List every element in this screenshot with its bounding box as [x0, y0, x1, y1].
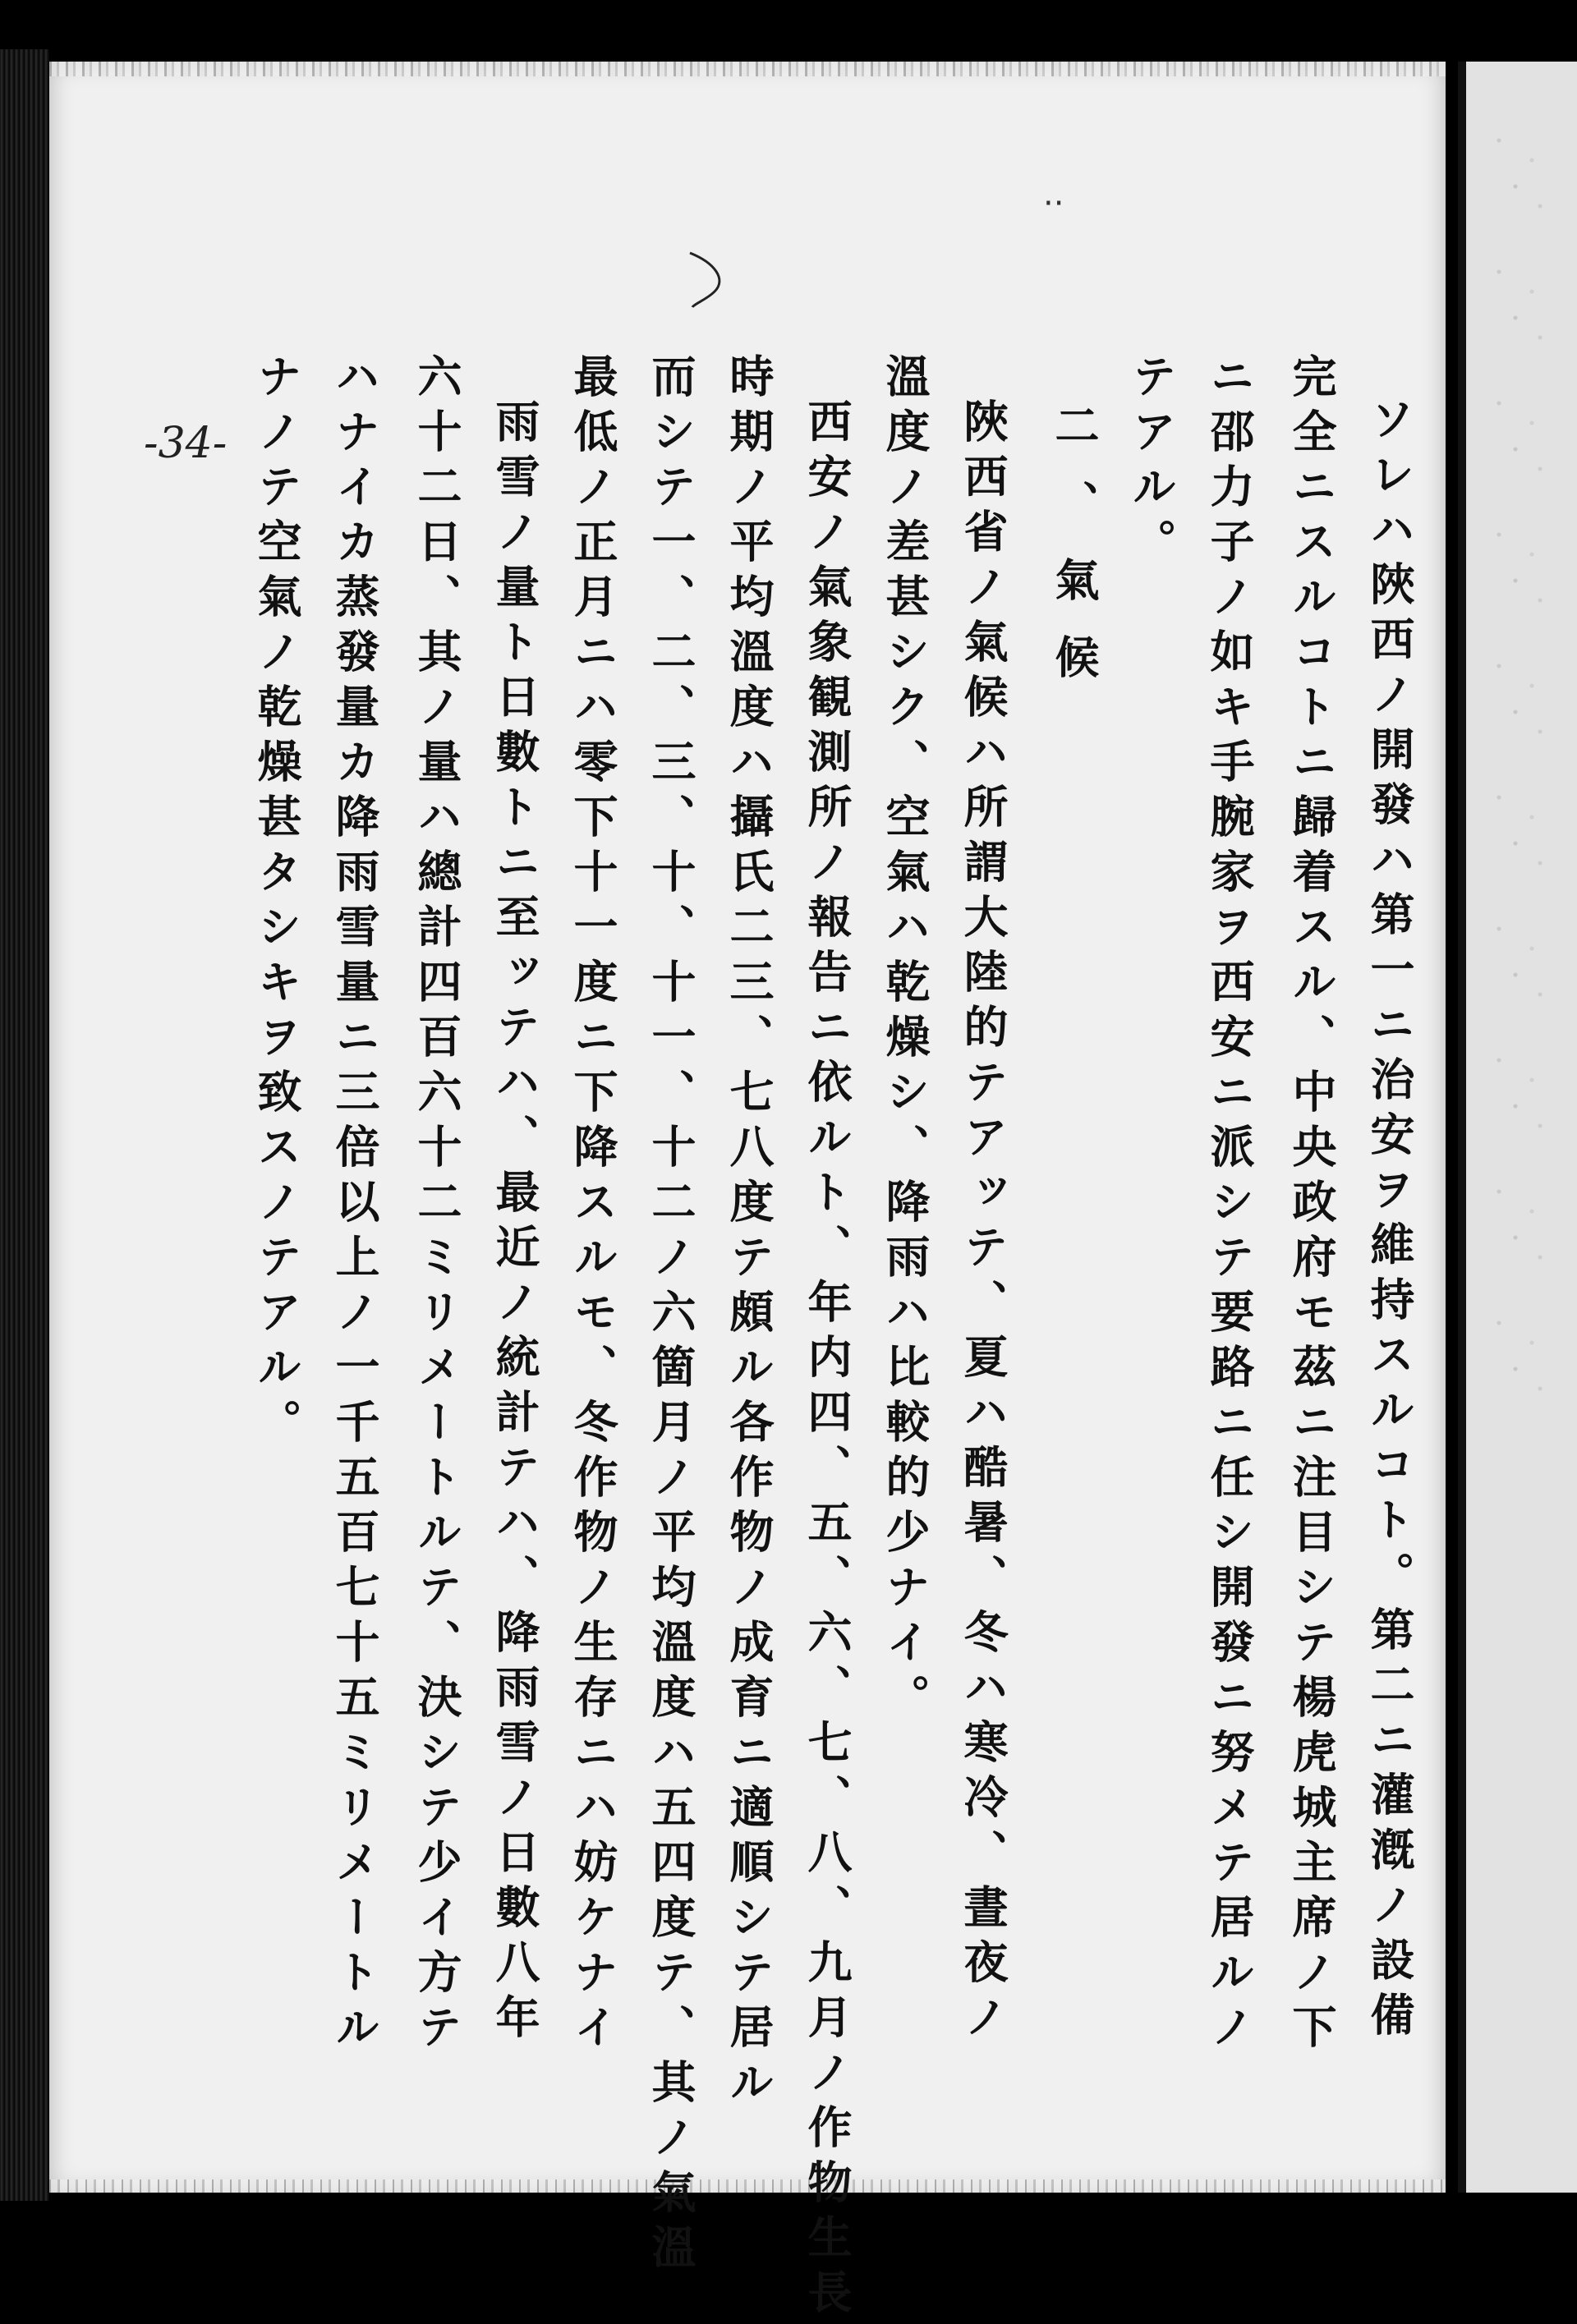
page-number: -34-	[144, 419, 228, 468]
page-top-edge	[49, 62, 1446, 76]
text-column-4: テアル。	[1125, 353, 1178, 573]
adjacent-page-edge	[1458, 62, 1466, 2193]
adjacent-page-bleed	[1483, 127, 1565, 1441]
text-column-2: 完全ニスルコトニ歸着スル、中央政府モ茲ニ注目シテ楊虎城主席ノ下	[1285, 353, 1338, 2059]
page-bottom-edge	[49, 2179, 1446, 2193]
handwritten-bracket-mark	[686, 246, 735, 312]
text-column-14: ナノテ空氣ノ乾燥甚タシキヲ致スノテアル。	[251, 353, 303, 1454]
stray-marks: ··	[1043, 185, 1064, 223]
text-column-1: ソレハ陜西ノ開發ハ第一ニ治安ヲ維持スルコト。第二ニ灌漑ノ設備	[1363, 396, 1416, 2046]
text-column-5: 陜西省ノ氣候ハ所謂大陸的テアッテ、夏ハ酷暑、冬ハ寒冷、晝夜ノ	[957, 398, 1009, 2049]
text-column-13: ハナイカ蒸發量カ降雨雪量ニ三倍以上ノ一千五百七十五ミリメートル	[329, 353, 381, 2059]
text-column-10: 最低ノ正月ニハ零下十一度ニ下降スルモ、冬作物ノ生存ニハ妨ケナイ	[567, 353, 619, 2059]
section-heading: 二、氣候	[1048, 402, 1101, 711]
text-column-9: 而シテ一、二、三、十、十一、十二ノ六箇月ノ平均溫度ハ五四度テ、其ノ氣溫	[645, 353, 697, 2279]
text-column-12: 六十二日、其ノ量ハ總計四百六十二ミリメートルテ、決シテ少イ方テ	[411, 353, 463, 2059]
adjacent-page	[1458, 62, 1577, 2193]
text-column-3: ニ邵力子ノ如キ手腕家ヲ西安ニ派シテ要路ニ任シ開發ニ努メテ居ルノ	[1203, 353, 1256, 2059]
text-column-11: 雨雪ノ量ト日數トニ至ッテハ、最近ノ統計テハ、降雨雪ノ日數八年	[489, 398, 541, 2049]
text-column-8: 時期ノ平均溫度ハ攝氏二三、七八度テ頗ル各作物ノ成育ニ適順シテ居ル	[723, 353, 775, 2114]
text-column-6: 溫度ノ差甚シク、空氣ハ乾燥シ、降雨ハ比較的少ナイ。	[879, 353, 931, 1729]
text-column-7: 西安ノ氣象観測所ノ報告ニ依ルト、年内四、五、六、七、八、九月ノ作物生長	[801, 398, 853, 2324]
book-spine-edge	[0, 49, 49, 2201]
